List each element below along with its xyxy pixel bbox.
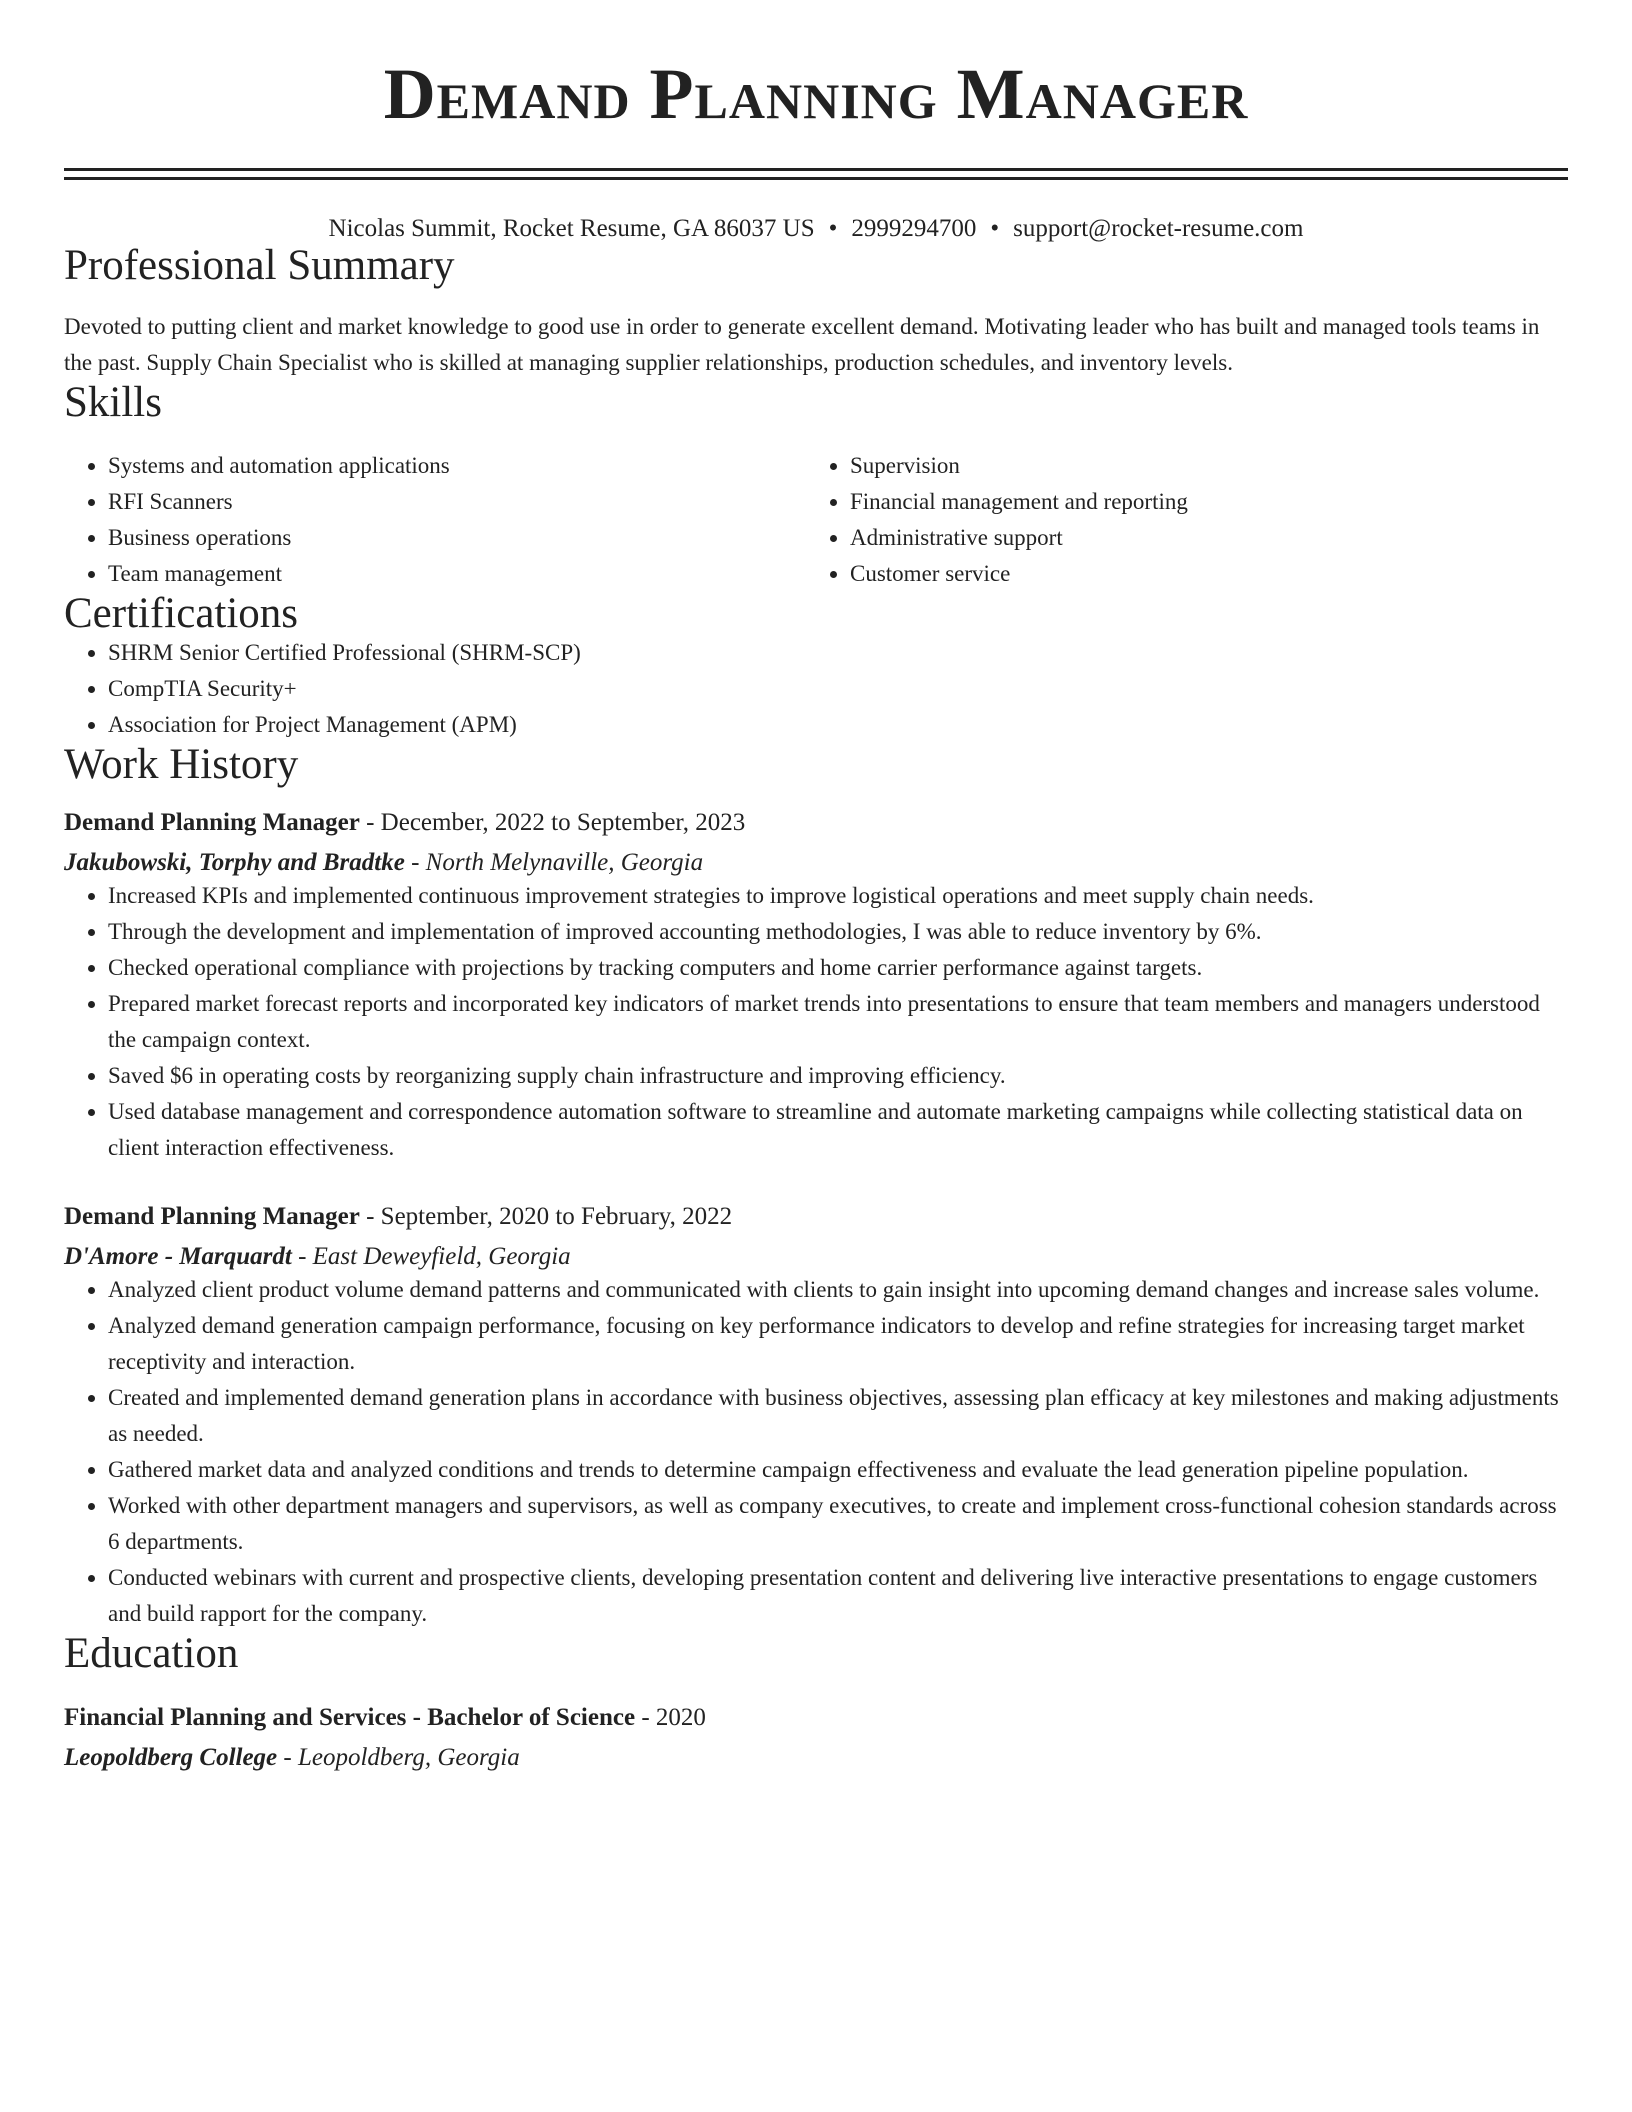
contact-line bbox=[64, 214, 1568, 244]
job-location: - North Melynaville, Georgia bbox=[404, 849, 704, 876]
job-role: Demand Planning Manager bbox=[64, 1203, 360, 1230]
job-location: - East Deweyfield, Georgia bbox=[291, 1243, 571, 1270]
education-location: - Leopoldberg, Georgia bbox=[277, 1744, 520, 1771]
contact-email: support@rocket-resume.com bbox=[1013, 215, 1304, 242]
skill-item: • Administrative support bbox=[850, 520, 1548, 556]
job-bullet: • Worked with other department managers and supervisors, as well as company executives, to create and implement cross-functional cohesion standards across 6 departments. bbox=[108, 1488, 1568, 1560]
job-dates: - September, 2020 to February, 2022 bbox=[359, 1203, 733, 1230]
job-bullet: • Through the development and implementation of improved accounting methodologies, I was able to reduce inventory by 6%. bbox=[108, 914, 1568, 950]
certification-item: • Association for Project Management (APM) bbox=[108, 707, 1568, 743]
skills-list-right bbox=[806, 448, 1548, 592]
skill-item: • Team management bbox=[108, 556, 806, 592]
job-bullet: • Created and implemented demand generation plans in accordance with business objectives, assessing plan efficacy at key milestones and making adjustments as needed. bbox=[108, 1380, 1568, 1452]
contact-address: Nicolas Summit, Rocket Resume, GA 86037 US bbox=[328, 215, 815, 242]
job-company: D'Amore - Marquardt bbox=[64, 1243, 292, 1270]
contact-separator: • bbox=[828, 215, 838, 242]
skills-column-left bbox=[64, 448, 806, 592]
job-company-line bbox=[64, 1242, 1568, 1272]
contact-phone: 2999294700 bbox=[851, 215, 977, 242]
resume-name-title: Demand Planning Manager bbox=[383, 54, 1249, 134]
job-bullet: • Conducted webinars with current and prospective clients, developing presentation content and delivering live interactive presentations to engage customers and build rapport for the company. bbox=[108, 1560, 1568, 1632]
skill-item: • RFI Scanners bbox=[108, 484, 806, 520]
job-bullet: • Saved $6 in operating costs by reorganizing supply chain infrastructure and improving efficiency. bbox=[108, 1058, 1568, 1094]
skill-item: • Financial management and reporting bbox=[850, 484, 1548, 520]
header-divider-top bbox=[64, 168, 1568, 171]
certifications-heading: Certifications bbox=[64, 590, 299, 637]
skills-heading: Skills bbox=[64, 379, 162, 426]
skill-item: • Systems and automation applications bbox=[108, 448, 806, 484]
job-entry bbox=[64, 808, 1568, 1166]
header-divider-bottom bbox=[64, 177, 1568, 180]
job-dates: - December, 2022 to September, 2023 bbox=[359, 809, 746, 836]
job-role: Demand Planning Manager bbox=[64, 809, 360, 836]
certification-item: • CompTIA Security+ bbox=[108, 671, 1568, 707]
education-school-line bbox=[64, 1743, 1568, 1773]
skills-column-right bbox=[806, 448, 1548, 592]
summary-text: Devoted to putting client and market knowledge to good use in order to generate excellent demand. Motivating leader who has built and managed tools teams in the past. Supply Chain Specialist who is skilled at managing supplier relationships, production schedules, and inventory levels. bbox=[64, 314, 1540, 375]
education-degree: Financial Planning and Services - Bachelor of Science bbox=[64, 1704, 636, 1731]
job-bullet: • Increased KPIs and implemented continuous improvement strategies to improve logistical operations and meet supply chain needs. bbox=[108, 878, 1568, 914]
skills-list-left bbox=[64, 448, 806, 592]
job-bullet: • Checked operational compliance with projections by tracking computers and home carrier performance against targets. bbox=[108, 950, 1568, 986]
job-bullet: • Analyzed client product volume demand patterns and communicated with clients to gain insight into upcoming demand changes and increase sales volume. bbox=[108, 1272, 1568, 1308]
certifications-list bbox=[64, 635, 1568, 743]
skills-grid bbox=[64, 448, 1568, 592]
work-history-heading: Work History bbox=[64, 741, 299, 788]
job-bullet: • Prepared market forecast reports and incorporated key indicators of market trends into presentations to ensure that team members and managers understood the campaign context. bbox=[108, 986, 1568, 1058]
education-heading: Education bbox=[64, 1630, 239, 1677]
education-header bbox=[64, 1703, 1568, 1733]
summary-heading: Professional Summary bbox=[64, 242, 455, 289]
education-year: - 2020 bbox=[635, 1704, 706, 1731]
job-bullets bbox=[64, 1272, 1568, 1632]
job-bullets bbox=[64, 878, 1568, 1166]
job-header bbox=[64, 1202, 1568, 1232]
contact-separator: • bbox=[990, 215, 1000, 242]
job-header bbox=[64, 808, 1568, 838]
skill-item: • Business operations bbox=[108, 520, 806, 556]
skill-item: • Supervision bbox=[850, 448, 1548, 484]
job-company: Jakubowski, Torphy and Bradtke bbox=[64, 849, 405, 876]
certification-item: • SHRM Senior Certified Professional (SHRM-SCP) bbox=[108, 635, 1568, 671]
job-bullet: • Used database management and correspondence automation software to streamline and automate marketing campaigns while collecting statistical data on client interaction effectiveness. bbox=[108, 1094, 1568, 1166]
job-bullet: • Analyzed demand generation campaign performance, focusing on key performance indicators to develop and refine strategies for increasing target market receptivity and interaction. bbox=[108, 1308, 1568, 1380]
job-company-line bbox=[64, 848, 1568, 878]
education-school: Leopoldberg College bbox=[64, 1744, 278, 1771]
job-entry bbox=[64, 1202, 1568, 1632]
job-bullet: • Gathered market data and analyzed conditions and trends to determine campaign effectiveness and evaluate the lead generation pipeline population. bbox=[108, 1452, 1568, 1488]
skill-item: • Customer service bbox=[850, 556, 1548, 592]
